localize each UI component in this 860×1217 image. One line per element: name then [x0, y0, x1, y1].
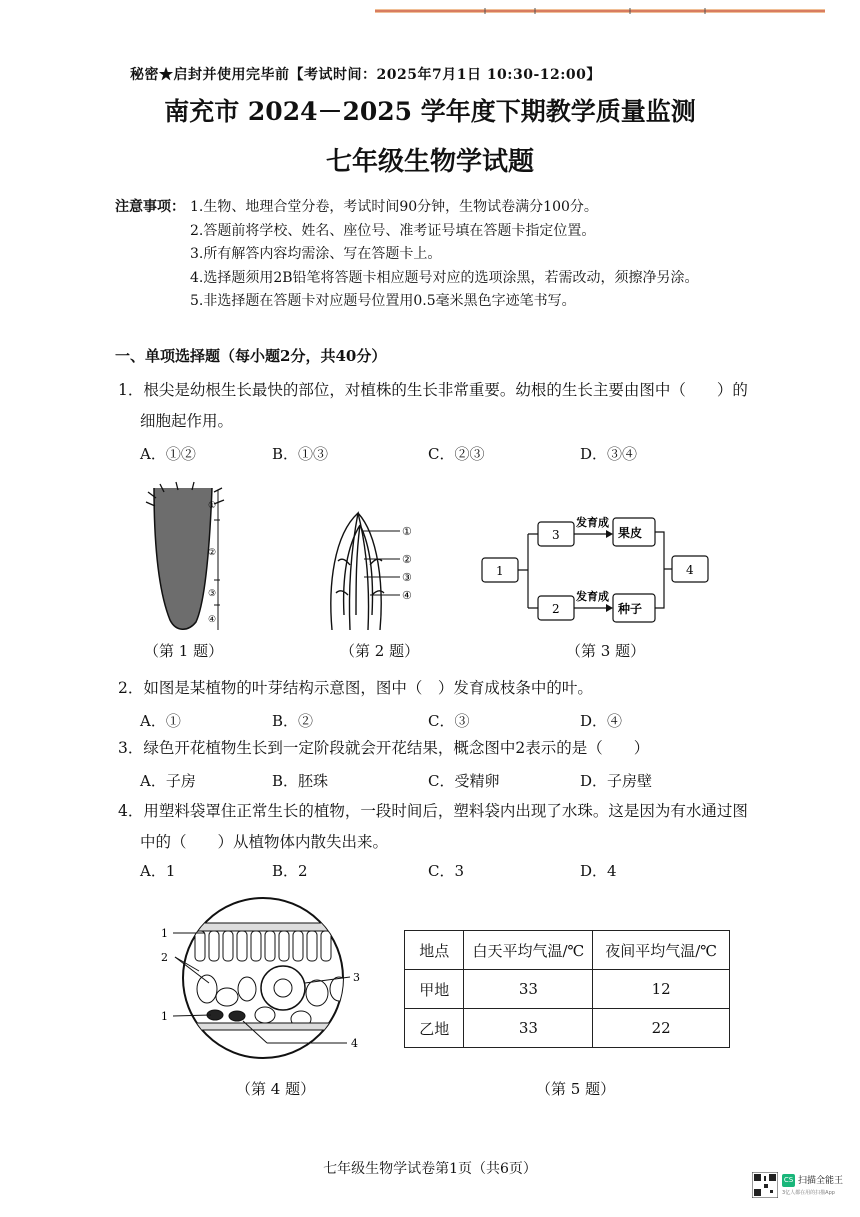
concept-develop-label: 发育成 [576, 516, 609, 529]
note-item: 5.非选择题在答题卡对应题号位置用0.5毫米黑色字迹笔书写。 [190, 293, 576, 309]
table-header-cell: 夜间平均气温/℃ [593, 931, 730, 970]
q2-option-d: D．④ [580, 712, 623, 730]
q2-option-a: A．① [140, 712, 181, 730]
concept-fruit-skin: 果皮 [618, 526, 643, 540]
secret-line: 秘密★启封并使用完毕前【考试时间：2025年7月1日 10:30-12:00】 [130, 67, 601, 83]
q4-option-a: A．1 [140, 862, 176, 880]
concept-seed: 种子 [618, 602, 643, 616]
section-title: 一、单项选择题（每小题2分，共40分） [115, 347, 387, 365]
root-label: ② [208, 548, 217, 558]
note-item: 2.答题前将学校、姓名、座位号、准考证号填在答题卡指定位置。 [190, 222, 596, 239]
question-3: 3．绿色开花植物生长到一定阶段就会开花结果，概念图中2表示的是（ ） [118, 739, 650, 757]
q1-option-c: C．②③ [428, 445, 485, 463]
leaf-label: 1 [161, 927, 168, 940]
table-cell: 甲地 [405, 970, 464, 1009]
exam-subtitle: 七年级生物学试题 [325, 147, 534, 177]
table-cell: 33 [464, 1009, 593, 1048]
concept-map-figure [470, 500, 720, 630]
concept-box-4: 4 [686, 563, 694, 577]
camscanner-logo-icon: CS [782, 1174, 795, 1187]
root-tip-figure [140, 480, 230, 638]
q2-option-b: B．② [272, 712, 314, 730]
table-cell: 乙地 [405, 1009, 464, 1048]
question-1-line-1: 1．根尖是幼根生长最快的部位，对植株的生长非常重要。幼根的生长主要由图中（ ）的 [118, 381, 748, 399]
q2-option-c: C．③ [428, 712, 470, 730]
question-4-line-2: 中的（ ）从植物体内散失出来。 [140, 833, 389, 851]
leaf-label: 3 [353, 971, 360, 984]
note-item: 1.生物、地理合堂分卷，考试时间90分钟，生物试卷满分100分。 [190, 199, 598, 215]
q3-option-a: A．子房 [140, 772, 196, 790]
concept-develop-label: 发育成 [576, 590, 609, 603]
note-item: 4.选择题须用2B铅笔将答题卡相应题号对应的选项涂黑，若需改动，须擦净另涂。 [190, 269, 699, 286]
q1-option-b: B．①③ [272, 445, 329, 463]
q4-option-b: B．2 [272, 862, 308, 880]
q4-option-c: C．3 [428, 862, 465, 880]
question-4-line-1: 4．用塑料袋罩住正常生长的植物，一段时间后，塑料袋内出现了水珠。这是因为有水通过图 [118, 802, 748, 820]
question-2: 2．如图是某植物的叶芽结构示意图，图中（ ）发育成枝条中的叶。 [118, 679, 593, 697]
scanner-app-tagline: 3亿人都在用的扫描App [782, 1190, 835, 1196]
table-cell: 22 [593, 1009, 730, 1048]
figure-2-caption: （第 2 题） [340, 642, 420, 660]
leaf-label: 2 [161, 951, 168, 964]
concept-box-1: 1 [496, 564, 504, 578]
figure-1-caption: （第 1 题） [144, 642, 224, 660]
q3-option-d: D．子房壁 [580, 772, 653, 790]
figure-3-caption: （第 3 题） [566, 642, 646, 660]
figure-4-caption: （第 4 题） [236, 1080, 316, 1098]
table-row [405, 1009, 730, 1048]
concept-box-3: 3 [552, 528, 560, 542]
bud-label: ④ [402, 589, 412, 602]
exam-title: 南充市 2024－2025 学年度下期教学质量监测 [164, 97, 696, 126]
q1-option-a: A．①② [140, 445, 196, 463]
table-row [405, 970, 730, 1009]
leaf-label: 1 [161, 1010, 168, 1023]
leaf-bud-figure [320, 505, 420, 635]
table-cell: 12 [593, 970, 730, 1009]
question-1-line-2: 细胞起作用。 [140, 412, 234, 430]
q1-option-d: D．③④ [580, 445, 638, 463]
scanner-app-name: 扫描全能王 [798, 1176, 844, 1186]
top-edge-strip [375, 6, 825, 16]
notes-list [190, 196, 699, 314]
concept-box-2: 2 [552, 602, 560, 616]
notes-label: 注意事项： [115, 199, 185, 215]
temperature-table [404, 930, 730, 1048]
bud-label: ③ [402, 571, 412, 584]
scanner-watermark [752, 1170, 848, 1200]
table-header-cell: 地点 [405, 931, 464, 970]
page-footer: 七年级生物学试卷第1页（共6页） [323, 1161, 537, 1177]
q3-option-b: B．胚珠 [272, 772, 329, 790]
bud-label: ② [402, 553, 412, 566]
figure-5-caption: （第 5 题） [536, 1080, 616, 1098]
root-label: ③ [208, 589, 217, 599]
root-label: ④ [208, 615, 217, 625]
table-header-cell: 白天平均气温/℃ [464, 931, 593, 970]
qr-code-icon [752, 1172, 778, 1198]
leaf-cross-section-figure [155, 893, 375, 1063]
table-header-row [405, 931, 730, 970]
leaf-label: 4 [351, 1037, 358, 1050]
root-label: ① [208, 501, 217, 511]
bud-label: ① [402, 525, 412, 538]
q4-option-d: D．4 [580, 862, 617, 880]
q3-option-c: C．受精卵 [428, 772, 500, 790]
table-cell: 33 [464, 970, 593, 1009]
note-item: 3.所有解答内容均需涂、写在答题卡上。 [190, 246, 442, 262]
